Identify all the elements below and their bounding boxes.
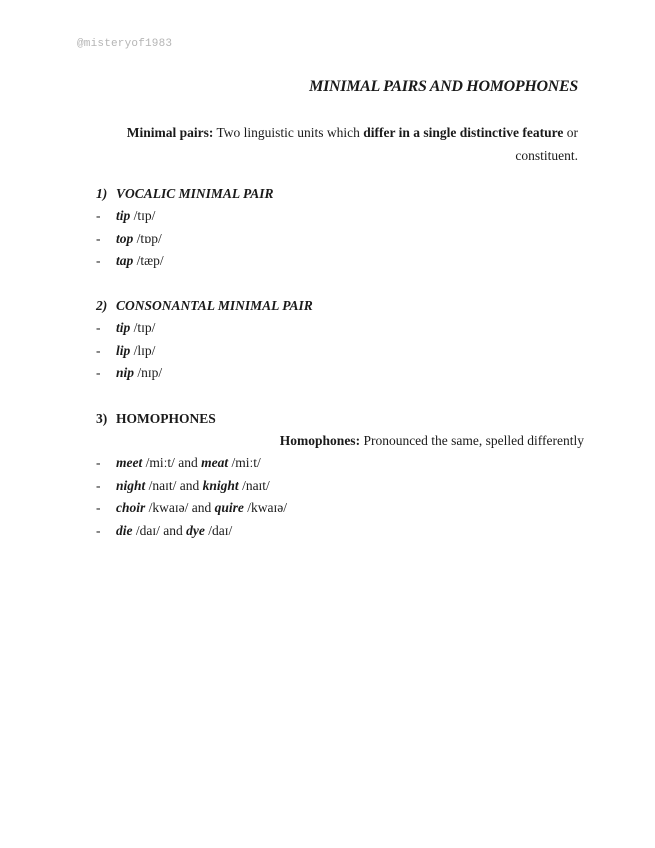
ipa: /naɪt/ and bbox=[145, 477, 203, 493]
list-item bbox=[96, 497, 586, 520]
list-item bbox=[96, 452, 586, 475]
list-item bbox=[96, 362, 586, 385]
list-dash: - bbox=[96, 522, 101, 538]
section-title: VOCALIC MINIMAL PAIR bbox=[116, 186, 274, 201]
word: meet bbox=[116, 455, 143, 470]
ipa: /tɪp/ bbox=[130, 208, 156, 223]
list-dash: - bbox=[96, 500, 101, 515]
list-dash: - bbox=[96, 477, 101, 493]
ipa: /kwaɪə/ bbox=[243, 500, 288, 515]
ipa: /tæp/ bbox=[133, 253, 164, 268]
list-item bbox=[96, 228, 586, 251]
ipa: /miːt/ and bbox=[142, 455, 202, 470]
section-number: 1) bbox=[96, 186, 108, 201]
definition-text-1: Two linguistic units which bbox=[213, 125, 364, 140]
word: meat bbox=[201, 455, 229, 470]
word: tap bbox=[116, 253, 134, 268]
list-dash: - bbox=[96, 230, 101, 246]
ipa: /tɪp/ bbox=[130, 320, 156, 335]
word: quire bbox=[214, 500, 244, 515]
ipa: /kwaɪə/ and bbox=[145, 500, 215, 515]
word: dye bbox=[186, 522, 205, 538]
list-item bbox=[96, 520, 586, 543]
word-list bbox=[96, 452, 586, 542]
list-item bbox=[96, 205, 586, 228]
ipa: /nɪp/ bbox=[134, 365, 163, 380]
ipa: /daɪ/ and bbox=[132, 522, 187, 538]
section-consonantal bbox=[96, 294, 586, 385]
section-title: HOMOPHONES bbox=[116, 411, 216, 426]
definition-bold: differ in a single distinctive feature bbox=[363, 125, 564, 140]
page-title: MINIMAL PAIRS AND HOMOPHONES bbox=[309, 78, 578, 95]
list-dash: - bbox=[96, 365, 101, 380]
definition-text: Pronounced the same, spelled differently bbox=[360, 433, 584, 448]
list-item bbox=[96, 250, 586, 273]
section-number: 3) bbox=[96, 411, 108, 426]
homophones-definition bbox=[96, 430, 586, 452]
list-dash: - bbox=[96, 342, 101, 358]
ipa: /daɪ/ bbox=[204, 522, 233, 538]
watermark: @misteryof1983 bbox=[77, 38, 173, 50]
section-number: 2) bbox=[96, 298, 108, 313]
minimal-pairs-definition bbox=[108, 121, 578, 167]
ipa: /naɪt/ bbox=[238, 477, 270, 493]
section-heading bbox=[96, 294, 586, 317]
list-dash: - bbox=[96, 455, 101, 470]
word: nip bbox=[116, 365, 135, 380]
ipa: /tɒp/ bbox=[133, 230, 162, 246]
word-list bbox=[96, 205, 586, 273]
section-heading bbox=[96, 182, 586, 205]
word: choir bbox=[116, 500, 146, 515]
word: knight bbox=[202, 477, 239, 493]
ipa: /miːt/ bbox=[228, 455, 261, 470]
word: tip bbox=[116, 320, 131, 335]
section-vocalic bbox=[96, 182, 586, 273]
word: top bbox=[116, 230, 134, 246]
list-item bbox=[96, 475, 586, 498]
definition-term: Minimal pairs: bbox=[126, 125, 214, 140]
section-title: CONSONANTAL MINIMAL PAIR bbox=[116, 298, 313, 313]
list-dash: - bbox=[96, 208, 101, 223]
list-dash: - bbox=[96, 253, 101, 268]
word: night bbox=[116, 477, 146, 493]
section-homophones bbox=[96, 407, 586, 542]
word-list bbox=[96, 317, 586, 385]
section-heading bbox=[96, 407, 586, 430]
word: tip bbox=[116, 208, 131, 223]
ipa: /lɪp/ bbox=[130, 342, 156, 358]
list-item bbox=[96, 317, 586, 340]
list-dash: - bbox=[96, 320, 101, 335]
list-item bbox=[96, 340, 586, 363]
definition-text-2: or constituent. bbox=[515, 125, 578, 163]
word: lip bbox=[116, 342, 131, 358]
word: die bbox=[116, 522, 133, 538]
definition-term: Homophones: bbox=[279, 433, 361, 448]
